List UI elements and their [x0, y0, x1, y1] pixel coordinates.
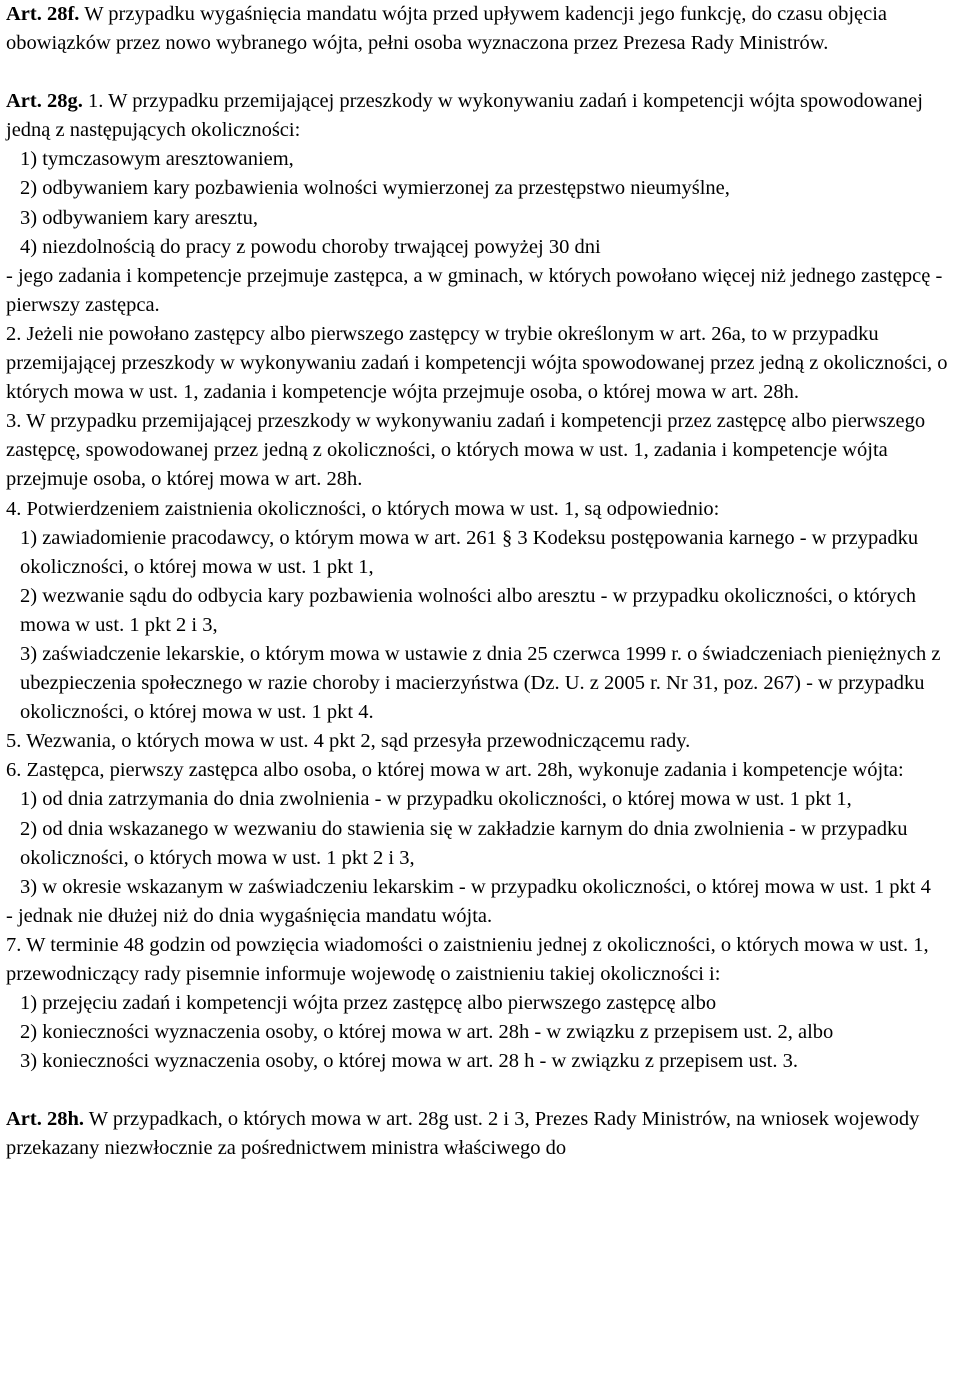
list-item: 1) tymczasowym aresztowaniem,	[20, 148, 294, 171]
article-text: W przypadku wygaśnięcia mandatu wójta przed upływem kadencji jego funkcję, do czasu objęcia obowiązków przez nowo wybranego wójta, pełni osoba wyznaczona przez Prezesa Rady Ministrów.	[6, 3, 888, 55]
article-label: Art. 28g.	[6, 90, 83, 113]
list-item: 2) od dnia wskazanego w wezwaniu do stawienia się w zakładzie karnym do dnia zwolnienia - w przypadku okoliczności, o których mowa w ust. 1 pkt 2 i 3,	[20, 817, 908, 869]
art-28g-p3: 3. W przypadku przemijającej przeszkody w wykonywaniu zadań i kompetencji przez zastępcę albo pierwszego zastępcę, spowodowanej przez jedną z okoliczności, o których mowa w ust. 1, zadania i kompetencje wójta przejmuje osoba, o której mowa w art. 28h.	[6, 410, 926, 491]
art-28g-p5: 5. Wezwania, o których mowa w ust. 4 pkt 2, sąd przesyła przewodniczącemu rady.	[6, 730, 691, 753]
article-text: W przypadkach, o których mowa w art. 28g ust. 2 i 3, Prezes Rady Ministrów, na wniosek wojewody przekazany niezwłocznie za pośrednictwem ministra właściwego do	[6, 1108, 920, 1160]
spacer	[6, 58, 958, 87]
list-item: 3) zaświadczenie lekarskie, o którym mowa w ustawie z dnia 25 czerwca 1999 r. o świadczeniach pieniężnych z ubezpieczenia społecznego w razie choroby i macierzyństwa (Dz. U. z 2005 r. Nr 31, poz. 267) - w przypadku okoliczności, o której mowa w ust. 1 pkt 4.	[20, 642, 941, 724]
list-item: 2) wezwanie sądu do odbycia kary pozbawienia wolności albo aresztu - w przypadku okoliczności, o których mowa w ust. 1 pkt 2 i 3,	[20, 584, 917, 636]
list-item: 1) zawiadomienie pracodawcy, o którym mowa w art. 261 § 3 Kodeksu postępowania karnego - w przypadku okoliczności, o której mowa w ust. 1 pkt 1,	[20, 526, 919, 578]
paragraph-tail: - jego zadania i kompetencje przejmuje zastępca, a w gminach, w których powołano więcej niż jednego zastępcę - pierwszy zastępca.	[6, 264, 943, 316]
list-item: 2) konieczności wyznaczenia osoby, o której mowa w art. 28h - w związku z przepisem ust. 2, albo	[20, 1021, 834, 1044]
art-28h	[6, 1105, 958, 1163]
article-label: Art. 28f.	[6, 3, 80, 25]
list-item: 3) odbywaniem kary aresztu,	[20, 206, 258, 229]
list-item: 3) konieczności wyznaczenia osoby, o której mowa w art. 28 h - w związku z przepisem ust. 3.	[20, 1050, 798, 1073]
article-label: Art. 28h.	[6, 1108, 85, 1131]
art-28g-p7: 7. W terminie 48 godzin od powzięcia wiadomości o zaistnieniu jednej z okoliczności, o których mowa w ust. 1, przewodniczący rady pisemnie informuje wojewodę o zaistnieniu takiej okoliczności i:	[6, 933, 929, 985]
spacer	[6, 1076, 958, 1105]
art-28f	[6, 0, 958, 58]
art-28g-p2: 2. Jeżeli nie powołano zastępcy albo pierwszego zastępcy w trybie określonym w art. 26a, to w przypadku przemijającej przeszkody w wykonywaniu zadań i kompetencji wójta spowodowanej przez jedną z okoliczności, o których mowa w ust. 1, zadania i kompetencje wójta przejmuje osoba, o której mowa w art. 28h.	[6, 322, 948, 404]
list-item: 3) w okresie wskazanym w zaświadczeniu lekarskim - w przypadku okoliczności, o której mowa w ust. 1 pkt 4	[20, 875, 931, 898]
art-28g-p1	[6, 87, 958, 145]
paragraph-tail: - jednak nie dłużej niż do dnia wygaśnięcia mandatu wójta.	[6, 904, 493, 927]
paragraph-text: 1. W przypadku przemijającej przeszkody w wykonywaniu zadań i kompetencji wójta spowodowanej jedną z następujących okoliczności:	[6, 90, 923, 142]
art-28g-p4: 4. Potwierdzeniem zaistnienia okoliczności, o których mowa w ust. 1, są odpowiednio:	[6, 497, 720, 520]
list-item: 1) od dnia zatrzymania do dnia zwolnienia - w przypadku okoliczności, o której mowa w ust. 1 pkt 1,	[20, 788, 852, 811]
list-item: 4) niezdolnością do pracy z powodu choroby trwającej powyżej 30 dni	[20, 235, 601, 258]
list-item: 1) przejęciu zadań i kompetencji wójta przez zastępcę albo pierwszego zastępcę albo	[20, 992, 717, 1015]
list-item: 2) odbywaniem kary pozbawienia wolności wymierzonej za przestępstwo nieumyślne,	[20, 177, 730, 200]
art-28g-p6: 6. Zastępca, pierwszy zastępca albo osoba, o której mowa w art. 28h, wykonuje zadania i kompetencje wójta:	[6, 759, 904, 782]
